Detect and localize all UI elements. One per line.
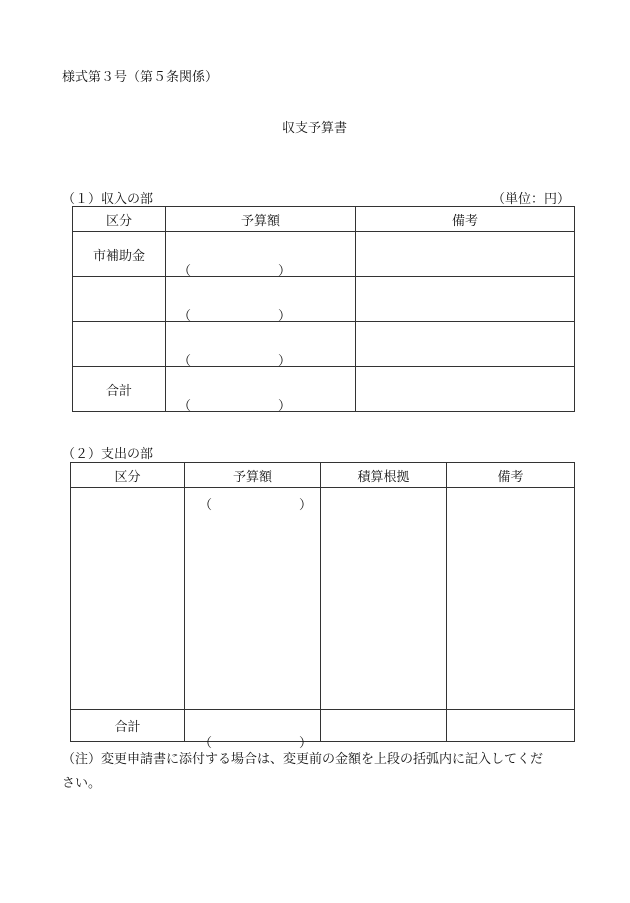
income-remarks-cell[interactable] xyxy=(356,322,575,367)
paren-open: （ xyxy=(178,309,192,324)
income-col-budget: 予算額 xyxy=(166,207,356,232)
paren-open: （ xyxy=(178,264,192,279)
table-row xyxy=(71,488,575,710)
paren-close: ） xyxy=(278,264,292,279)
expense-remarks-cell[interactable] xyxy=(447,488,575,710)
income-amount-cell[interactable] xyxy=(166,322,356,367)
table-row xyxy=(73,322,575,367)
unit-label: （単位：円） xyxy=(492,192,571,207)
expense-basis-cell[interactable] xyxy=(321,488,447,710)
document-title: 収支予算書 xyxy=(282,121,348,136)
table-row xyxy=(73,277,575,322)
paren-open: （ xyxy=(178,354,192,369)
expense-total-amount-cell[interactable] xyxy=(185,710,321,751)
income-total-label: 合計 xyxy=(73,367,166,412)
paren-open: （ xyxy=(199,735,213,751)
income-col-remarks: 備考 xyxy=(356,207,575,232)
expense-heading: （２）支出の部 xyxy=(62,447,154,462)
note-line-2: さい。 xyxy=(62,776,102,791)
table-row xyxy=(73,232,575,277)
table-row xyxy=(71,710,575,742)
income-col-category: 区分 xyxy=(73,207,166,232)
expense-col-remarks: 備考 xyxy=(447,463,575,488)
income-category-cell xyxy=(73,322,166,367)
expense-total-label: 合計 xyxy=(71,710,185,742)
income-table xyxy=(72,206,575,412)
income-remarks-cell[interactable] xyxy=(356,232,575,277)
expense-table xyxy=(70,462,575,751)
paren-close: ） xyxy=(278,309,292,324)
income-amount-cell[interactable] xyxy=(166,232,356,277)
note-line-1: （注）変更申請書に添付する場合は、変更前の金額を上段の括弧内に記入してくだ xyxy=(62,752,544,767)
paren-close: ） xyxy=(299,498,313,513)
expense-col-category: 区分 xyxy=(71,463,185,488)
paren-close: ） xyxy=(278,399,292,414)
table-row xyxy=(73,367,575,412)
income-remarks-cell[interactable] xyxy=(356,277,575,322)
income-remarks-cell[interactable] xyxy=(356,367,575,412)
expense-basis-cell[interactable] xyxy=(321,710,447,742)
paren-close: ） xyxy=(299,735,313,751)
expense-col-budget: 予算額 xyxy=(185,463,321,488)
paren-close: ） xyxy=(278,354,292,369)
income-category-cell xyxy=(73,277,166,322)
expense-col-basis: 積算根拠 xyxy=(321,463,447,488)
income-category-cell: 市補助金 xyxy=(73,232,166,277)
paren-open: （ xyxy=(178,399,192,414)
form-number: 様式第３号（第５条関係） xyxy=(62,70,219,85)
income-heading: （１）収入の部 xyxy=(62,192,154,207)
income-total-amount-cell[interactable] xyxy=(166,367,356,412)
paren-open: （ xyxy=(199,498,213,513)
expense-remarks-cell[interactable] xyxy=(447,710,575,742)
expense-amount-cell[interactable] xyxy=(185,488,321,710)
income-amount-cell[interactable] xyxy=(166,277,356,322)
expense-category-cell[interactable] xyxy=(71,488,185,710)
